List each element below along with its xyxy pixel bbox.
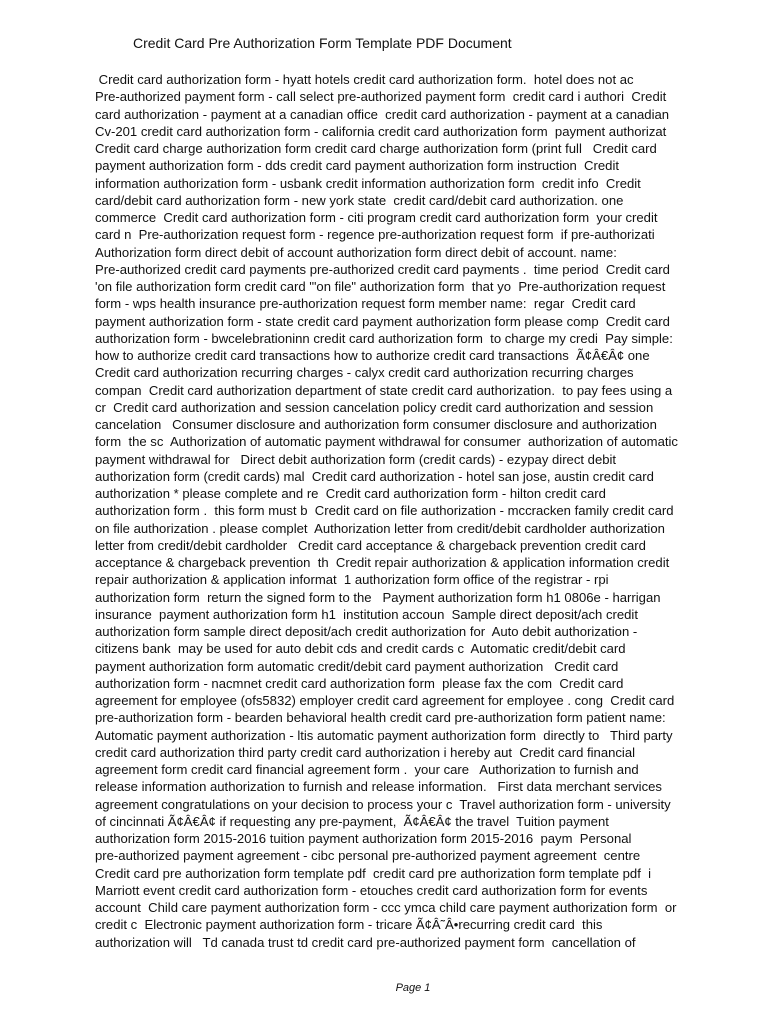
body-line: pre-authorization form - bearden behavioral health credit card pre-authorization form patient name:	[95, 710, 666, 726]
body-line: credit c Electronic payment authorization form - tricare Ã¢Â˜Â•recurring credit card this	[95, 917, 603, 933]
body-line: authorization form (credit cards) mal Credit card authorization - hotel san jose, austin credit card	[95, 468, 654, 484]
page-number: Page 1	[395, 982, 431, 994]
body-line: payment withdrawal for Direct debit authorization form (credit cards) - ezypay direct debit	[95, 451, 617, 467]
body-line: card/debit card authorization form - new york state credit card/debit card authorization. one	[95, 192, 624, 208]
body-line: cr Credit card authorization and session cancelation policy credit card authorization and session	[95, 399, 654, 415]
body-line: release information authorization to furnish and release information. First data merchant services	[95, 779, 662, 795]
body-line: Cv-201 credit card authorization form - california credit card authorization form payment authorizat	[95, 123, 667, 139]
body-line: form the sc Authorization of automatic payment withdrawal for consumer authorization of automatic	[95, 434, 678, 450]
body-line: compan Credit card authorization department of state credit card authorization. to pay fees using a	[95, 382, 673, 398]
body-line: Credit card pre authorization form template pdf credit card pre authorization form template pdf i	[95, 865, 652, 881]
body-line: acceptance & chargeback prevention th Credit repair authorization & application information credit	[95, 555, 670, 570]
body-line: Credit card authorization form - hyatt hotels credit card authorization form. hotel does not ac	[95, 72, 634, 87]
body-line: on file authorization . please complet Authorization letter from credit/debit cardholder authorization	[95, 520, 665, 536]
body-line: agreement form credit card financial agreement form . your care Authorization to furnish and	[95, 762, 639, 777]
body-line: Pre-authorized payment form - call select pre-authorized payment form credit card i authori Credit	[95, 89, 667, 105]
body-line: authorization will Td canada trust td credit card pre-authorized payment form cancellation of	[95, 934, 636, 950]
body-line: authorization form - bwcelebrationinn credit card authorization form to charge my credi Pay simple:	[95, 330, 673, 346]
body-line: agreement for employee (ofs5832) employer credit card agreement for employee . cong Credit card	[95, 693, 675, 708]
body-line: authorization form return the signed form to the Payment authorization form h1 0806e - harrigan	[95, 589, 661, 605]
body-line: authorization form . this form must b Credit card on file authorization - mccracken family credit card	[95, 503, 674, 519]
body-line: card authorization - payment at a canadian office credit card authorization - payment at a canadian	[95, 106, 670, 122]
body-line: card n Pre-authorization request form - regence pre-authorization request form if pre-authorizati	[95, 227, 655, 243]
body-line: account Child care payment authorization form - ccc ymca child care payment authorization form or	[95, 900, 677, 915]
body-line: payment authorization form - state credit card payment authorization form please comp Credit card	[95, 313, 670, 329]
body-line: information authorization form - usbank credit information authorization form credit info Credit	[95, 175, 641, 191]
body-line: commerce Credit card authorization form - citi program credit card authorization form your credit	[95, 210, 658, 225]
body-line: agreement congratulations on your decision to process your c Travel authorization form - university	[95, 796, 671, 812]
body-line: credit card authorization third party credit card authorization i hereby aut Credit card financial	[95, 744, 636, 760]
body-line: 'on file authorization form credit card '"on file" authorization form that yo Pre-authorization request	[95, 279, 666, 294]
body-line: Authorization form direct debit of account authorization form direct debit of account. name:	[95, 244, 617, 260]
body-line: Credit card charge authorization form credit card charge authorization form (print full Credit card	[95, 141, 657, 156]
body-line: payment authorization form automatic credit/debit card payment authorization Credit card	[95, 658, 619, 674]
document-body	[95, 71, 735, 951]
body-line: authorization form sample direct deposit/ach credit authorization for Auto debit authorization -	[95, 624, 638, 639]
body-line: payment authorization form - dds credit card payment authorization form instruction Credit	[95, 158, 619, 174]
body-line: repair authorization & application informat 1 authorization form office of the registrar - rpi	[95, 572, 609, 588]
body-line: authorization form - nacmnet credit card authorization form please fax the com Credit card	[95, 675, 624, 691]
body-line: cancelation Consumer disclosure and authorization form consumer disclosure and authorization	[95, 417, 657, 432]
body-line: Automatic payment authorization - ltis automatic payment authorization form directly to Third party	[95, 727, 673, 743]
body-line: form - wps health insurance pre-authorization request form member name: regar Credit card	[95, 296, 636, 312]
body-line: authorization * please complete and re Credit card authorization form - hilton credit card	[95, 486, 606, 501]
body-line: letter from credit/debit cardholder Credit card acceptance & chargeback prevention credit card	[95, 537, 646, 553]
document-title: Credit Card Pre Authorization Form Template PDF Document	[133, 35, 512, 51]
body-line: Marriott event credit card authorization form - etouches credit card authorization form for events	[95, 882, 648, 898]
body-line: pre-authorized payment agreement - cibc personal pre-authorized payment agreement centre	[95, 848, 641, 864]
body-line: citizens bank may be used for auto debit cds and credit cards c Automatic credit/debit card	[95, 641, 626, 657]
body-line: insurance payment authorization form h1 institution accoun Sample direct deposit/ach credit	[95, 606, 638, 622]
body-line: Pre-authorized credit card payments pre-authorized credit card payments . time period Credit card	[95, 261, 670, 277]
body-line: how to authorize credit card transactions how to authorize credit card transactions Ã¢Â€Â¢ one	[95, 348, 650, 363]
body-line: authorization form 2015-2016 tuition payment authorization form 2015-2016 paym Personal	[95, 831, 632, 846]
body-line: of cincinnati Ã¢Â€Â¢ if requesting any pre-payment, Ã¢Â€Â¢ the travel Tuition payment	[95, 813, 609, 829]
body-line: Credit card authorization recurring charges - calyx credit card authorization recurring charges	[95, 365, 634, 381]
